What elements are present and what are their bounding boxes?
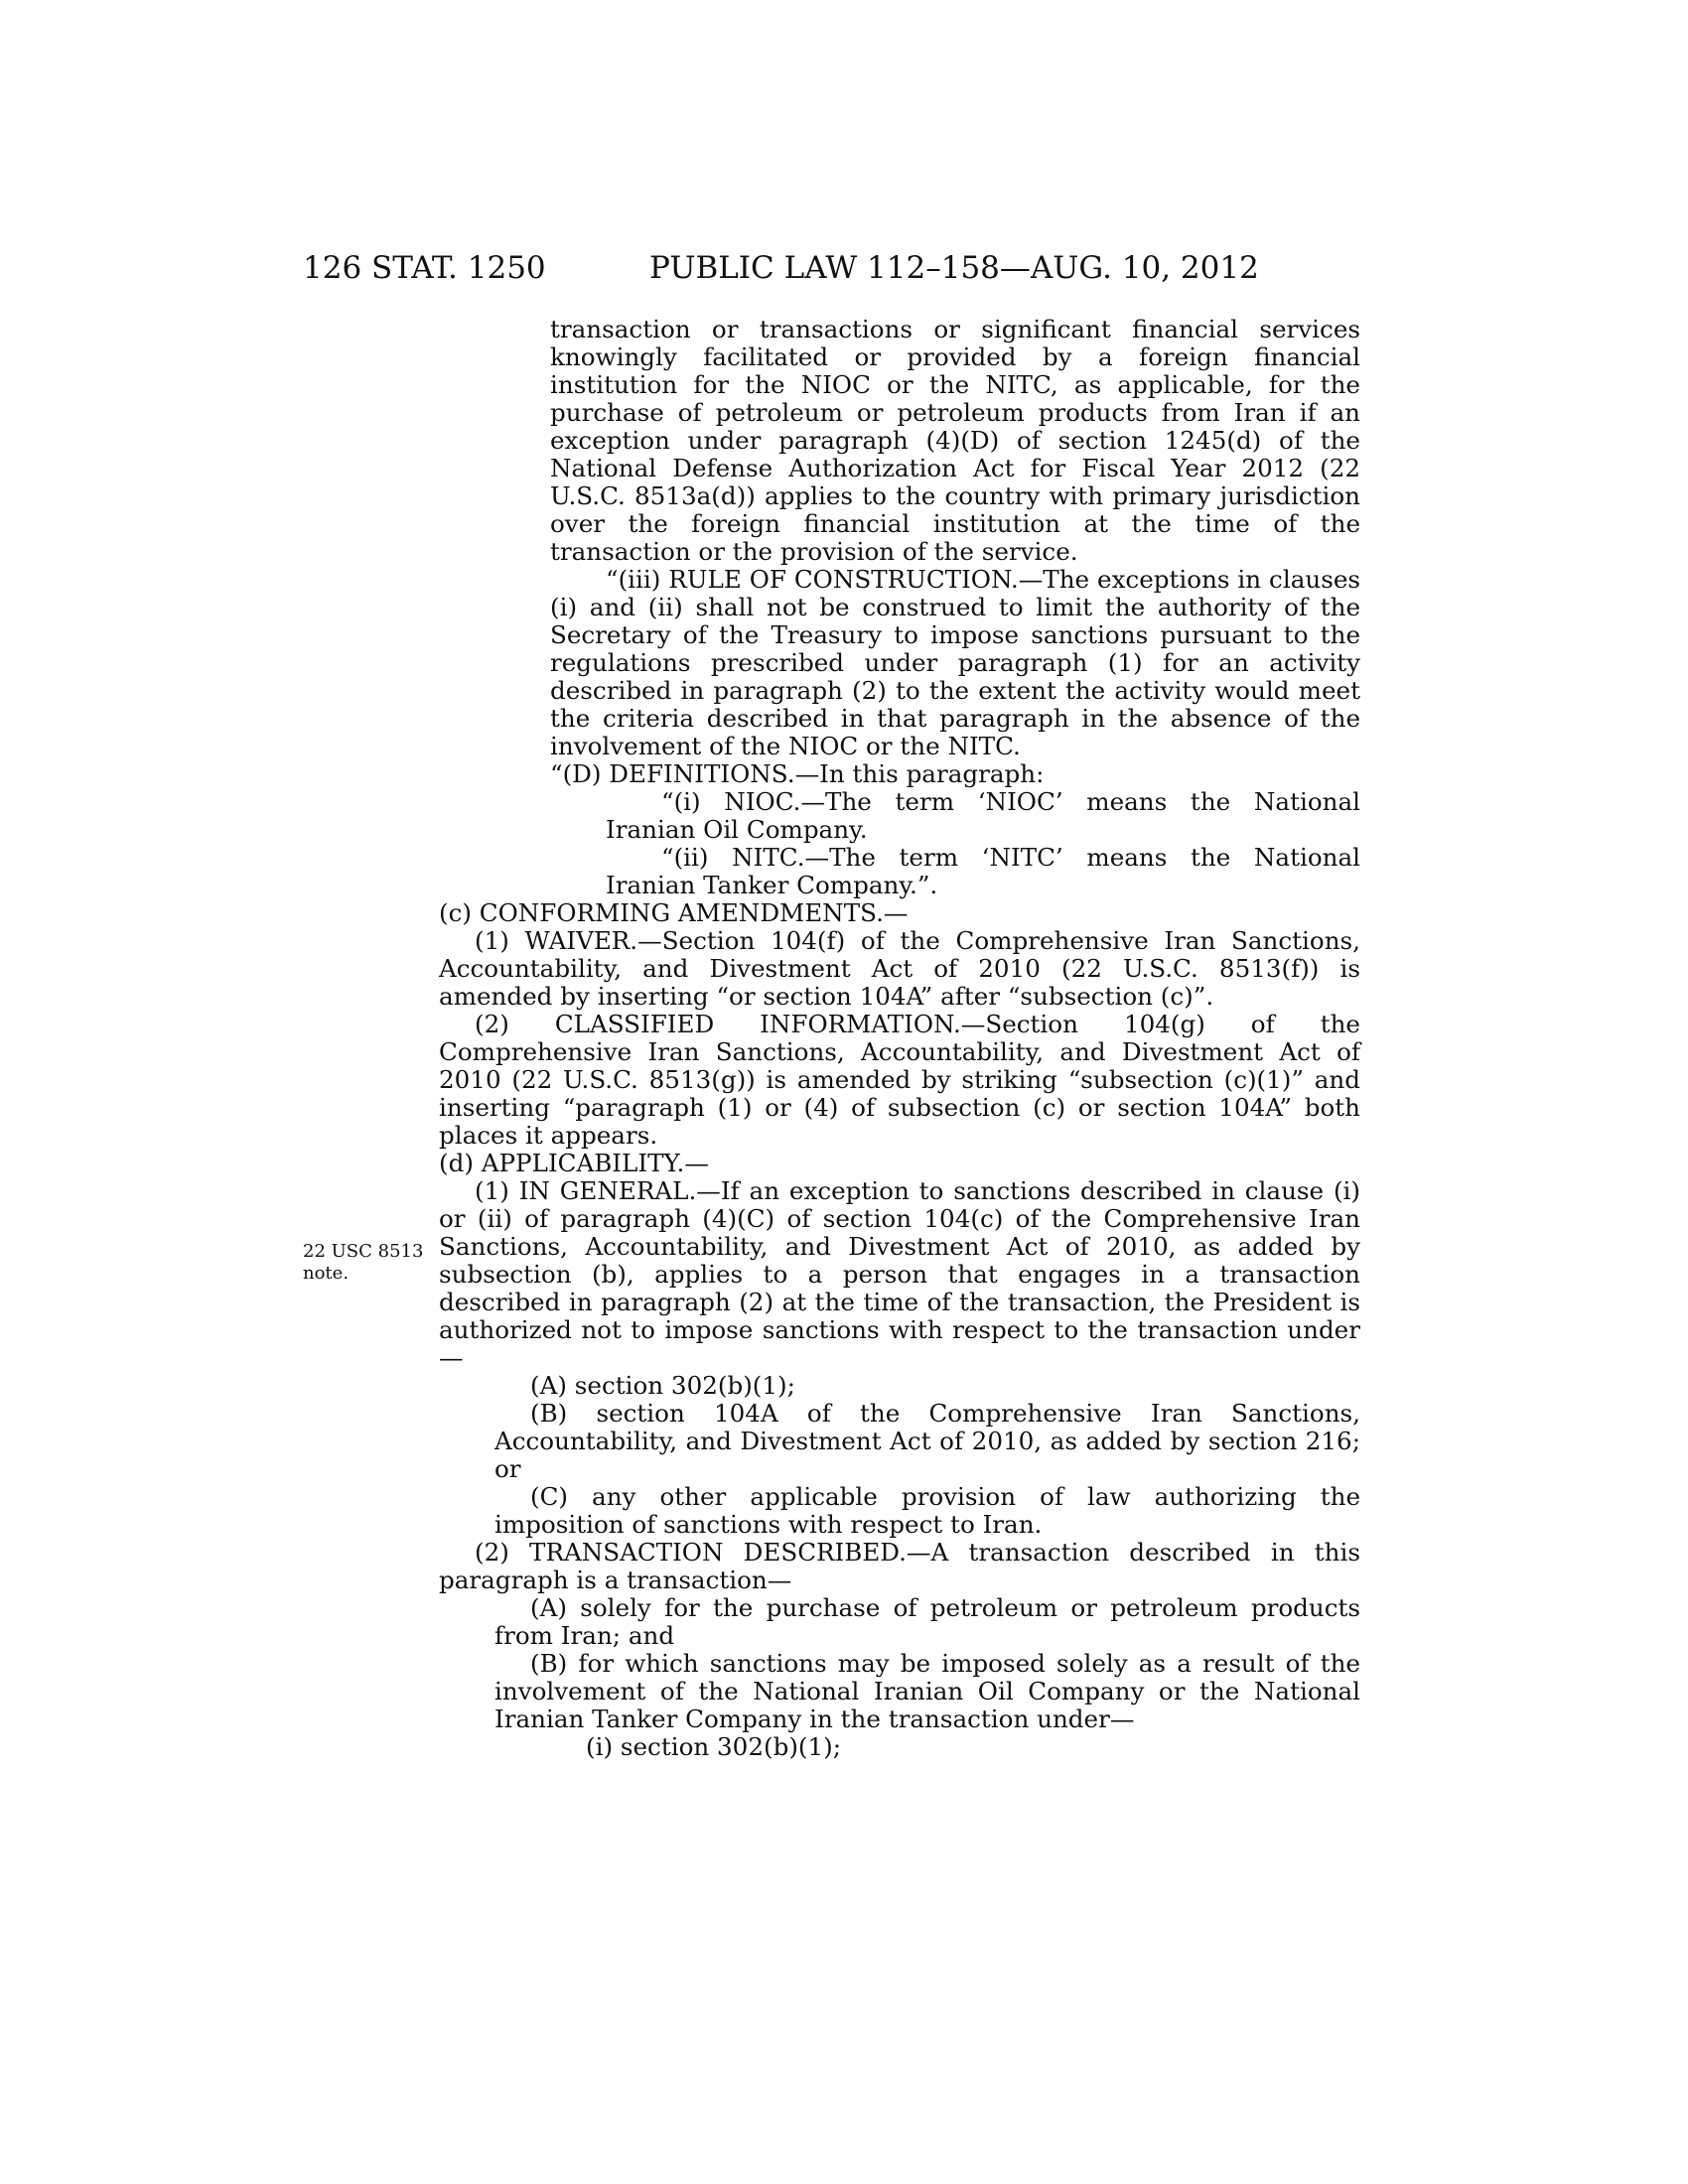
- clause-i-302: (i) section 302(b)(1);: [586, 1732, 842, 1761]
- page-stat-citation: 126 STAT. 1250: [303, 250, 546, 286]
- paragraph-continuation: transaction or transactions or significant financial services knowingly facilitated or provided by a foreign financial institution for the NIOC or the NITC, as applicable, for the purchase of petroleum or petroleum products from Iran if an exception under paragraph (4)(D) of section 1245(d) of the National Defense Authorization Act for Fiscal Year 2012 (22 U.S.C. 8513a(d)) applies to the country with primary jurisdiction over the foreign financial institution at the time of the transaction or the provision of the service.: [550, 315, 1360, 566]
- clause-i-nioc: “(i) NIOC.—The term ‘NIOC’ means the National Iranian Oil Company.: [606, 787, 1360, 844]
- statute-body: [439, 315, 1360, 1761]
- subsection-c-heading: (c) CONFORMING AMENDMENTS.—: [439, 898, 909, 927]
- subparagraph-b-104a: (B) section 104A of the Comprehensive Iran Sanctions, Accountability, and Divestment Act of 2010, as added by section 216; or: [494, 1399, 1360, 1483]
- subsection-d-heading: (d) APPLICABILITY.—: [439, 1149, 709, 1177]
- paragraph-1-waiver: (1) WAIVER.—Section 104(f) of the Comprehensive Iran Sanctions, Accountability, and Divestment Act of 2010 (22 U.S.C. 8513(f)) is amended by inserting “or section 104A” after “subsection (c)”.: [439, 926, 1360, 1011]
- subparagraph-c-other-law: (C) any other applicable provision of law authorizing the imposition of sanctions with respect to Iran.: [494, 1482, 1360, 1539]
- paragraph-2-classified-information: (2) CLASSIFIED INFORMATION.—Section 104(g) of the Comprehensive Iran Sanctions, Accountability, and Divestment Act of 2010 (22 U.S.C. 8513(g)) is amended by striking “subsection (c)(1)” and inserting “paragraph (1) or (4) of subsection (c) or section 104A” both places it appears.: [439, 1010, 1360, 1150]
- paragraph-1-in-general: (1) IN GENERAL.—If an exception to sanctions described in clause (i) or (ii) of paragraph (4)(C) of section 104(c) of the Comprehensive Iran Sanctions, Accountability, and Divestment Act of 2010, as added by subsection (b), applies to a person that engages in a transaction described in paragraph (2) at the time of the transaction, the President is authorized not to impose sanctions with respect to the transaction under—: [439, 1176, 1360, 1372]
- margin-note-suffix: note.: [303, 1263, 350, 1284]
- subparagraph-b-sanctions: (B) for which sanctions may be imposed solely as a result of the involvement of the National Iranian Oil Company or the National Iranian Tanker Company in the transaction under—: [494, 1649, 1360, 1733]
- subparagraph-a-302: (A) section 302(b)(1);: [530, 1371, 795, 1400]
- clause-iii-rule-of-construction: “(iii) RULE OF CONSTRUCTION.—The exceptions in clauses (i) and (ii) shall not be construed to limit the authority of the Secretary of the Treasury to impose sanctions pursuant to the regulations prescribed under paragraph (1) for an activity described in paragraph (2) to the extent the activity would meet the criteria described in that paragraph in the absence of the involvement of the NIOC or the NITC.: [550, 565, 1360, 760]
- clause-ii-nitc: “(ii) NITC.—The term ‘NITC’ means the National Iranian Tanker Company.”.: [606, 843, 1360, 899]
- subparagraph-d-definitions: “(D) DEFINITIONS.—In this paragraph:: [550, 759, 1045, 788]
- paragraph-2-transaction-described: (2) TRANSACTION DESCRIBED.—A transaction described in this paragraph is a transaction—: [439, 1538, 1360, 1594]
- subparagraph-a-solely: (A) solely for the purchase of petroleum or petroleum products from Iran; and: [494, 1593, 1360, 1650]
- margin-note: [303, 1241, 423, 1285]
- margin-note-citation: 22 USC 8513: [303, 1241, 424, 1262]
- page-running-head: PUBLIC LAW 112–158—AUG. 10, 2012: [649, 250, 1259, 286]
